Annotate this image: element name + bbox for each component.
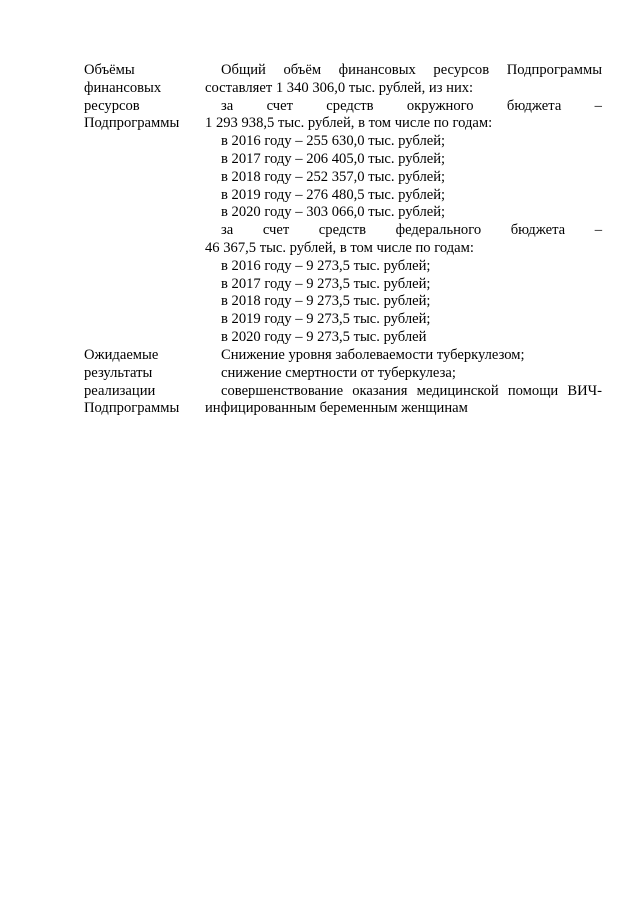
word: Общий (221, 62, 266, 78)
finance-label-line: финансовых (84, 79, 162, 96)
finance-label-line: Объёмы (84, 62, 135, 78)
finance-intro-line (205, 62, 602, 80)
hiv-line (205, 383, 602, 401)
federal-year-2019: в 2019 году – 9 273,5 тыс. рублей; (221, 311, 431, 328)
finance-label (84, 62, 204, 133)
finance-content (205, 62, 602, 347)
okrug-year-2019: в 2019 году – 276 480,5 тыс. рублей; (221, 186, 446, 203)
okrug-cont: 1 293 938,5 тыс. рублей, в том числе по годам: (205, 115, 493, 132)
result-item: снижение смертности от туберкулеза; (221, 364, 456, 381)
federal-year-2018: в 2018 году – 9 273,5 тыс. рублей; (221, 293, 431, 310)
word: оказания (352, 382, 408, 399)
hiv-cont: инфицированным беременным женщинам (205, 400, 468, 417)
word: – (594, 97, 602, 114)
finance-label-line: ресурсов (84, 97, 140, 114)
okrug-line (205, 98, 602, 116)
word: федерального (395, 222, 482, 239)
word: совершенствование (221, 382, 344, 399)
word: бюджета (510, 222, 566, 239)
word: ресурсов (433, 62, 490, 78)
result-item: Снижение уровня заболеваемости туберкулезом; (221, 347, 525, 363)
results-content (205, 347, 602, 418)
finance-intro-cont: составляет 1 340 306,0 тыс. рублей, из них: (205, 79, 474, 96)
word: бюджета (506, 97, 562, 114)
word: помощи (507, 382, 559, 399)
okrug-year-2020: в 2020 году – 303 066,0 тыс. рублей; (221, 204, 446, 221)
results-label-line: реализации (84, 382, 156, 399)
federal-cont: 46 367,5 тыс. рублей, в том числе по годам: (205, 239, 474, 256)
results-label-line: Ожидаемые (84, 347, 159, 363)
finance-label-line: Подпрограммы (84, 115, 180, 132)
word: ВИЧ- (567, 382, 602, 399)
word: объём (283, 62, 322, 78)
okrug-year-2016: в 2016 году – 255 630,0 тыс. рублей; (221, 133, 446, 150)
word: медицинской (416, 382, 499, 399)
word: окружного (406, 97, 474, 114)
federal-year-2017: в 2017 году – 9 273,5 тыс. рублей; (221, 275, 431, 292)
federal-year-2020: в 2020 году – 9 273,5 тыс. рублей (221, 328, 427, 345)
word: за (221, 222, 234, 239)
federal-line (205, 222, 602, 240)
okrug-year-2017: в 2017 году – 206 405,0 тыс. рублей; (221, 150, 446, 167)
word: счет (262, 222, 290, 239)
word: – (594, 222, 602, 239)
word: за (221, 97, 234, 114)
word: средств (326, 97, 374, 114)
word: средств (318, 222, 367, 239)
results-label-line: Подпрограммы (84, 400, 180, 417)
word: финансовых (338, 62, 416, 78)
results-label-line: результаты (84, 364, 153, 381)
okrug-year-2018: в 2018 году – 252 357,0 тыс. рублей; (221, 168, 446, 185)
word: счет (266, 97, 293, 114)
federal-year-2016: в 2016 году – 9 273,5 тыс. рублей; (221, 257, 431, 274)
results-label (84, 347, 204, 418)
word: Подпрограммы (506, 62, 602, 78)
